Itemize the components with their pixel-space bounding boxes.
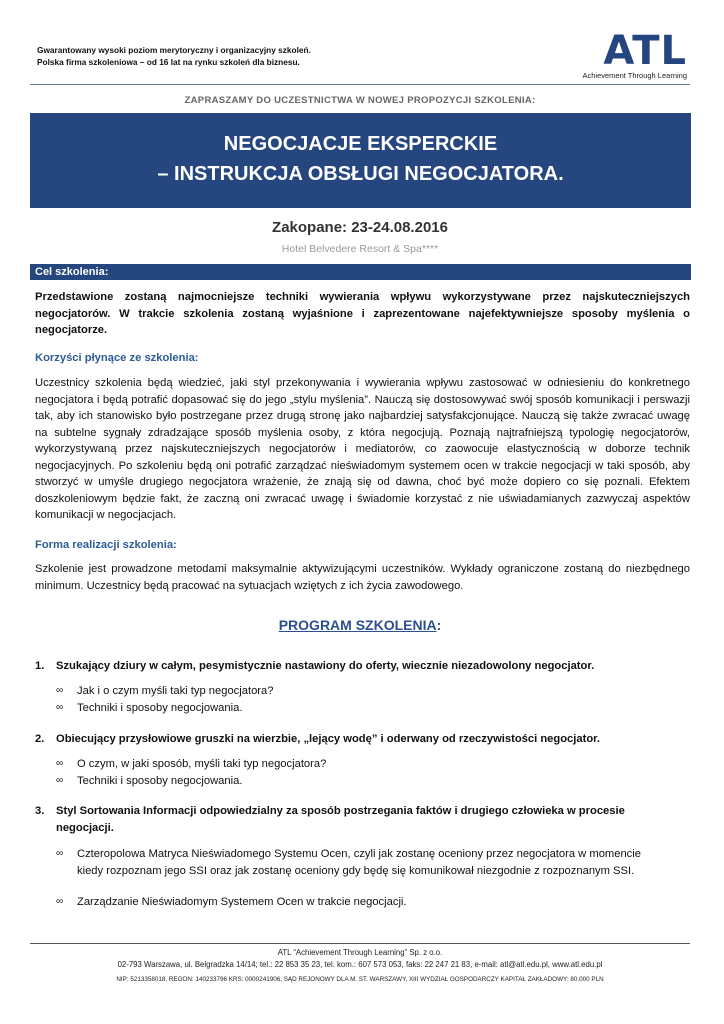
program-item — [35, 803, 655, 837]
tagline-line-1: Gwarantowany wysoki poziom merytoryczny i organizacyjny szkoleń. — [37, 45, 311, 55]
subitem-text: Techniki i sposoby negocjowania. — [77, 702, 243, 714]
header-tagline — [37, 44, 311, 68]
footer-company: ATL “Achievement Through Learning” Sp. z o.o. — [277, 948, 443, 957]
infinity-bullet-icon: ∞ — [56, 848, 64, 859]
title-line-1: NEGOCJACJE EKSPERCKIE — [223, 133, 498, 155]
form-heading: Forma realizacji szkolenia: — [35, 539, 177, 551]
event-date: Zakopane: 23-24.08.2016 — [272, 219, 448, 236]
infinity-bullet-icon: ∞ — [56, 775, 64, 786]
program-title — [30, 617, 690, 633]
subitem-text: Techniki i sposoby negocjowania. — [77, 775, 243, 787]
subitem-text: Zarządzanie Nieświadomym Systemem Ocen w trakcie negocjacji. — [77, 896, 407, 908]
logo-text: ATL — [603, 28, 687, 74]
goal-heading: Cel szkolenia: — [30, 264, 691, 280]
title-banner — [30, 113, 691, 208]
form-text: Szkolenie jest prowadzone metodami maksymalnie aktywizującymi uczestników. Wykłady ograniczone zostaną do niezbędnego minimum. Uczestnicy będą pracować na sytuacjach wziętych z ich życia zawodowego. — [35, 563, 690, 592]
footer-divider — [30, 943, 690, 944]
program-subitem — [56, 756, 656, 773]
program-title-colon: : — [436, 617, 442, 633]
item-number: 1. — [35, 660, 45, 672]
program-subitem — [56, 894, 656, 911]
infinity-bullet-icon: ∞ — [56, 702, 64, 713]
item-number: 3. — [35, 805, 45, 817]
header-divider — [30, 84, 690, 85]
program-title-text: PROGRAM SZKOLENIA — [278, 617, 437, 633]
infinity-bullet-icon: ∞ — [56, 758, 64, 769]
invite-text: ZAPRASZAMY DO UCZESTNICTWA W NOWEJ PROPOZYCJI SZKOLENIA: — [184, 95, 536, 106]
benefits-heading: Korzyści płynące ze szkolenia: — [35, 352, 199, 364]
program-subitem — [56, 683, 656, 700]
item-number: 2. — [35, 733, 45, 745]
title-line-2: – INSTRUKCJA OBSŁUGI NEGOCJATORA. — [157, 163, 564, 185]
subitem-text: O czym, w jaki sposób, myśli taki typ negocjatora? — [77, 758, 327, 770]
footer-registry: NIP: 5213358018, REGON: 140233796 KRS: 0000241906, SĄD REJONOWY DLA M. ST. WARSZAWY, XIII WYDZIAŁ GOSPODARCZY KAPITAŁ ZAKŁADOWY: 80.000 PLN — [116, 976, 604, 983]
program-item — [35, 658, 690, 675]
footer-address: 02-793 Warszawa, ul. Belgradzka 14/14; tel.: 22 853 35 23, tel. kom.: 607 573 053, faks: 22 247 21 83, e-mail: atl@atl.edu.pl, www.atl.edu.pl — [117, 960, 603, 969]
subitem-text: Czteropolowa Matryca Nieświadomego Systemu Ocen, czyli jak zostanę oceniony przez negocjatora w momencie kiedy rozpoznam jego SSI oraz jak zostanę oceniony gdy będę się komunikował niezgodnie z rozpoznanym SSI. — [77, 848, 641, 877]
item-title: Obiecujący przysłowiowe gruszki na wierzbie, „lejący wodę” i oderwany od rzeczywistości negocjator. — [56, 733, 601, 745]
event-venue: Hotel Belvedere Resort & Spa**** — [281, 243, 439, 255]
benefits-text: Uczestnicy szkolenia będą wiedzieć, jaki styl przekonywania i wywierania wpływu zastosować w odniesieniu do konkretnego negocjatora i będą potrafić dopasować się do jego „stylu myślenia”. Nauczą się dostosowywać swój sposób komunikacji i perswazji tak, aby ich stanowisko było postrzegane przez drugą stronę jako najbardziej satysfakcjonujące. Nauczą się także zwracać uwagę na subtelne sygnały zdradzające sposób myślenia osoby, z która negocjują. Poznają najtrafniejszą typologię negocjatorów, wykorzystywaną przez najskuteczniejszych negocjatorów i mediatorów, co zaowocuje elastycznością w doborze technik negocjacyjnych. Po szkoleniu będą oni potrafić zarządzać nieświadomym systemem ocen w trakcie negocjacji w taki sposób, aby stworzyć w umyśle drugiego negocjatora wrażenie, że znają się od dawna, choć być może dopiero co się poznali. Efektem doszkoleniowym będzie fakt, że zaczną oni zwracać uwagę i świadomie korzystać z nie uświadamianych zazwyczaj aspektów komunikacji w negocjacjach. — [35, 377, 690, 521]
infinity-bullet-icon: ∞ — [56, 685, 64, 696]
program-subitem — [56, 773, 656, 790]
logo-tagline: Achievement Through Learning — [582, 71, 687, 80]
item-title: Styl Sortowania Informacji odpowiedzialny za sposób postrzegania faktów i drugiego człowieka w procesie negocjacji. — [56, 805, 625, 834]
subitem-text: Jak i o czym myśli taki typ negocjatora? — [77, 685, 274, 697]
program-item — [35, 731, 690, 748]
item-title: Szukający dziury w całym, pesymistycznie nastawiony do oferty, wiecznie niezadowolony negocjator. — [56, 660, 595, 672]
tagline-line-2: Polska firma szkoleniowa – od 16 lat na rynku szkoleń dla biznesu. — [37, 57, 300, 67]
atl-logo — [575, 28, 687, 80]
program-subitem — [56, 700, 656, 717]
program-subitem — [56, 846, 646, 879]
goal-text: Przedstawione zostaną najmocniejsze techniki wywierania wpływu wykorzystywane przez najskuteczniejszych negocjatorów. W trakcie szkolenia zostaną wyjaśnione i zaprezentowane najefektywniejsze sposoby myślenia o negocjatorze. — [35, 291, 690, 336]
infinity-bullet-icon: ∞ — [56, 896, 64, 907]
